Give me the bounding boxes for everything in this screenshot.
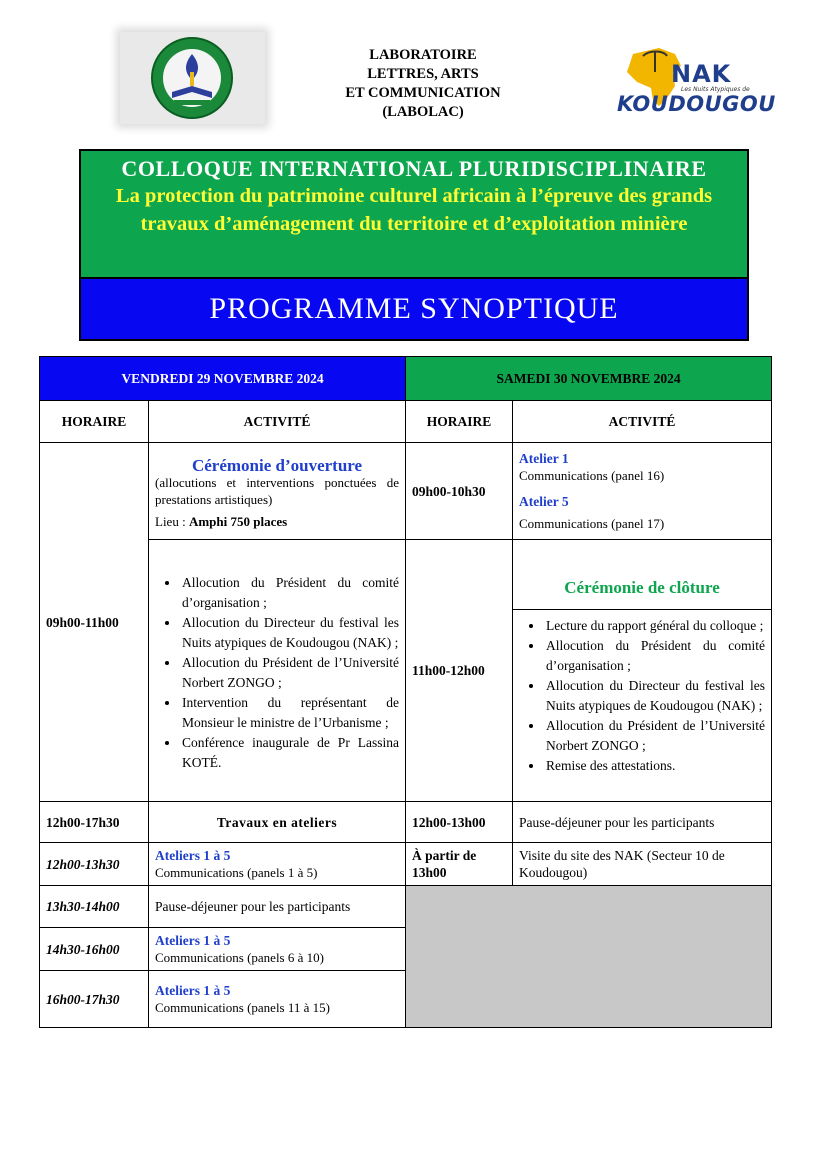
fri-sub-cell	[149, 928, 406, 971]
lab-line-2: LETTRES, ARTS	[367, 66, 479, 82]
travaux-ateliers: Travaux en ateliers	[149, 802, 406, 843]
list-item: • Allocution du Président du comité d’organisation ;	[544, 636, 765, 676]
nak-subtitle: Les Nuits Atypiques de	[681, 86, 750, 93]
fri-sub-time: 14h30-16h00	[40, 928, 149, 971]
sat-slot-4: À partir de 13h00	[406, 843, 513, 886]
fri-sub-cell	[149, 971, 406, 1028]
fri-sub-title: Ateliers 1 à 5	[155, 933, 231, 948]
fri-sub-text: Pause-déjeuner pour les participants	[149, 886, 406, 928]
nak-name: NAK	[671, 60, 732, 88]
fri-sub-text: Communications (panels 11 à 15)	[155, 1000, 330, 1015]
fri-slot-2: 12h00-17h30	[40, 802, 149, 843]
opening-desc: (allocutions et interventions ponctuées de prestations artistiques)	[155, 474, 400, 507]
fri-sub-time: 16h00-17h30	[40, 971, 149, 1028]
sat-slot-1: 09h00-10h30	[406, 443, 513, 540]
fri-sub-cell	[149, 843, 406, 886]
university-seal-icon	[120, 32, 265, 124]
sat-atelier1-title: Atelier 1	[519, 451, 569, 466]
list-item: • Allocution du Directeur du festival les Nuits atypiques de Koudougou (NAK) ;	[544, 676, 765, 716]
title-green-band	[81, 151, 747, 279]
list-item: • Allocution du Président de l’Université Norbert ZONGO ;	[544, 716, 765, 756]
list-item: • Allocution du Président du comité d’organisation ;	[180, 573, 399, 613]
lab-name	[300, 46, 546, 122]
col-horaire: HORAIRE	[406, 401, 513, 443]
sat-slot-3: 12h00-13h00	[406, 802, 513, 843]
sat-atelier1-text: Communications (panel 16)	[519, 468, 665, 483]
list-item: • Remise des attestations.	[544, 756, 765, 776]
day-saturday: SAMEDI 30 NOVEMBRE 2024	[406, 357, 772, 401]
nak-logo	[615, 42, 776, 124]
col-activite: ACTIVITÉ	[149, 401, 406, 443]
col-activite: ACTIVITÉ	[513, 401, 772, 443]
lab-line-3: ET COMMUNICATION	[345, 85, 501, 101]
col-horaire: HORAIRE	[40, 401, 149, 443]
day-friday: VENDREDI 29 NOVEMBRE 2024	[40, 357, 406, 401]
opening-title: Cérémonie d’ouverture	[191, 455, 363, 475]
sat-slot-2: 11h00-12h00	[406, 540, 513, 802]
lab-line-1: LABORATOIRE	[369, 47, 477, 63]
program-table	[39, 356, 772, 1028]
fri-slot-1: 09h00-11h00	[40, 443, 149, 802]
list-item: • Allocution du Président de l’Université Norbert ZONGO ;	[180, 653, 399, 693]
empty-grey-cell	[406, 886, 772, 1028]
fri-sub-time: 12h00-13h30	[40, 843, 149, 886]
opening-items-cell	[149, 540, 406, 802]
closing-cell	[513, 540, 772, 802]
sat-visit: Visite du site des NAK (Secteur 10 de Koudougou)	[513, 843, 772, 886]
title-box	[79, 149, 749, 341]
sat-lunch: Pause-déjeuner pour les participants	[513, 802, 772, 843]
colloque-theme: La protection du patrimoine culturel africain à l’épreuve des grands travaux d’aménagement du territoire et d’exploitation minière	[115, 185, 713, 235]
opening-lieu-label: Lieu :	[155, 513, 189, 529]
fri-sub-text: Communications (panels 6 à 10)	[155, 950, 324, 965]
closing-title: Cérémonie de clôture	[513, 566, 771, 610]
fri-sub-title: Ateliers 1 à 5	[155, 848, 231, 863]
university-logo	[120, 32, 265, 124]
closing-list	[519, 616, 765, 776]
fri-sub-title: Ateliers 1 à 5	[155, 983, 231, 998]
opening-lieu	[155, 513, 399, 530]
colloque-title: COLLOQUE INTERNATIONAL PLURIDISCIPLINAIRE	[121, 156, 707, 181]
sat-atelier5-title: Atelier 5	[519, 494, 569, 509]
list-item: • Allocution du Directeur du festival les Nuits atypiques de Koudougou (NAK) ;	[180, 613, 399, 653]
nak-city: KOUDOUGOU	[617, 92, 776, 116]
opening-lieu-value: Amphi 750 places	[188, 513, 288, 529]
fri-sub-time: 13h30-14h00	[40, 886, 149, 928]
programme-banner: PROGRAMME SYNOPTIQUE	[81, 279, 747, 339]
list-item: • Conférence inaugurale de Pr Lassina KOTÉ.	[180, 733, 399, 773]
sat-ateliers-cell	[513, 443, 772, 540]
sat-atelier5-text: Communications (panel 17)	[519, 516, 665, 531]
list-item: • Intervention du représentant de Monsieur le ministre de l’Urbanisme ;	[180, 693, 399, 733]
list-item: • Lecture du rapport général du colloque ;	[544, 616, 765, 636]
opening-list	[155, 573, 399, 773]
opening-ceremony-cell	[149, 443, 406, 540]
lab-line-4: (LABOLAC)	[382, 104, 464, 120]
fri-sub-text: Communications (panels 1 à 5)	[155, 865, 318, 880]
